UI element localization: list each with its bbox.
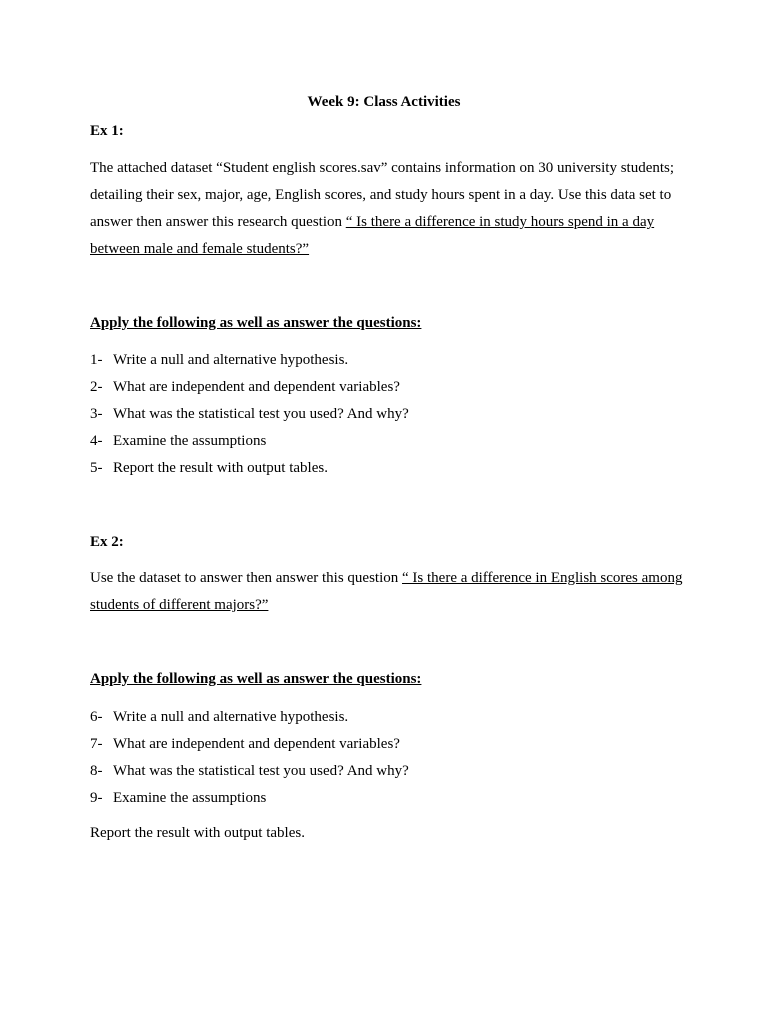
list-item-number: 4-	[90, 433, 103, 449]
ex1-paragraph	[90, 155, 690, 263]
list-item-text: What was the statistical test you used? And why?	[113, 406, 409, 422]
list-item-text: Write a null and alternative hypothesis.	[113, 709, 349, 725]
list-item-text: Examine the assumptions	[113, 790, 267, 806]
list-item	[90, 459, 690, 486]
list-item	[90, 378, 690, 405]
list-item	[90, 708, 690, 735]
list-item	[90, 405, 690, 432]
list-item-number: 2-	[90, 379, 103, 395]
ex2-closing-text: Report the result with output tables.	[90, 825, 305, 841]
list-item-text: What was the statistical test you used? And why?	[113, 763, 409, 779]
list-item	[90, 351, 690, 378]
ex1-label: Ex 1:	[90, 123, 124, 139]
list-item-text: What are independent and dependent variables?	[113, 736, 400, 752]
list-item	[90, 789, 690, 816]
list-item-number: 9-	[90, 790, 103, 806]
list-item-text: Report the result with output tables.	[113, 460, 328, 476]
list-item-number: 5-	[90, 460, 103, 476]
list-item-text: Write a null and alternative hypothesis.	[113, 352, 349, 368]
list-item-number: 8-	[90, 763, 103, 779]
list-item	[90, 762, 690, 789]
ex2-intro-text: Use the dataset to answer then answer this question	[90, 570, 403, 586]
ex2-apply-heading: Apply the following as well as answer the questions:	[90, 671, 422, 687]
list-item	[90, 432, 690, 459]
list-item-number: 6-	[90, 709, 103, 725]
ex1-intro-text: The attached dataset “Student english scores.sav” contains information on 30 university students; detailing their sex, major, age, English scores, and study hours spent in a day. Use this data set to answer then answer this research question	[90, 160, 675, 230]
list-item	[90, 735, 690, 762]
ex2-research-question: “ Is there a difference in English scores among students of different majors?”	[90, 570, 683, 613]
list-item-text: What are independent and dependent variables?	[113, 379, 400, 395]
ex1-question-list	[90, 351, 690, 486]
ex2-label: Ex 2:	[90, 534, 124, 550]
document-title: Week 9: Class Activities	[307, 94, 461, 110]
ex1-research-question: “ Is there a difference in study hours spend in a day between male and female students?”	[90, 214, 655, 257]
list-item-text: Examine the assumptions	[113, 433, 267, 449]
ex2-paragraph	[90, 565, 690, 619]
list-item-number: 1-	[90, 352, 103, 368]
ex1-apply-heading: Apply the following as well as answer the questions:	[90, 315, 422, 331]
list-item-number: 3-	[90, 406, 103, 422]
ex2-question-list	[90, 708, 690, 816]
list-item-number: 7-	[90, 736, 103, 752]
